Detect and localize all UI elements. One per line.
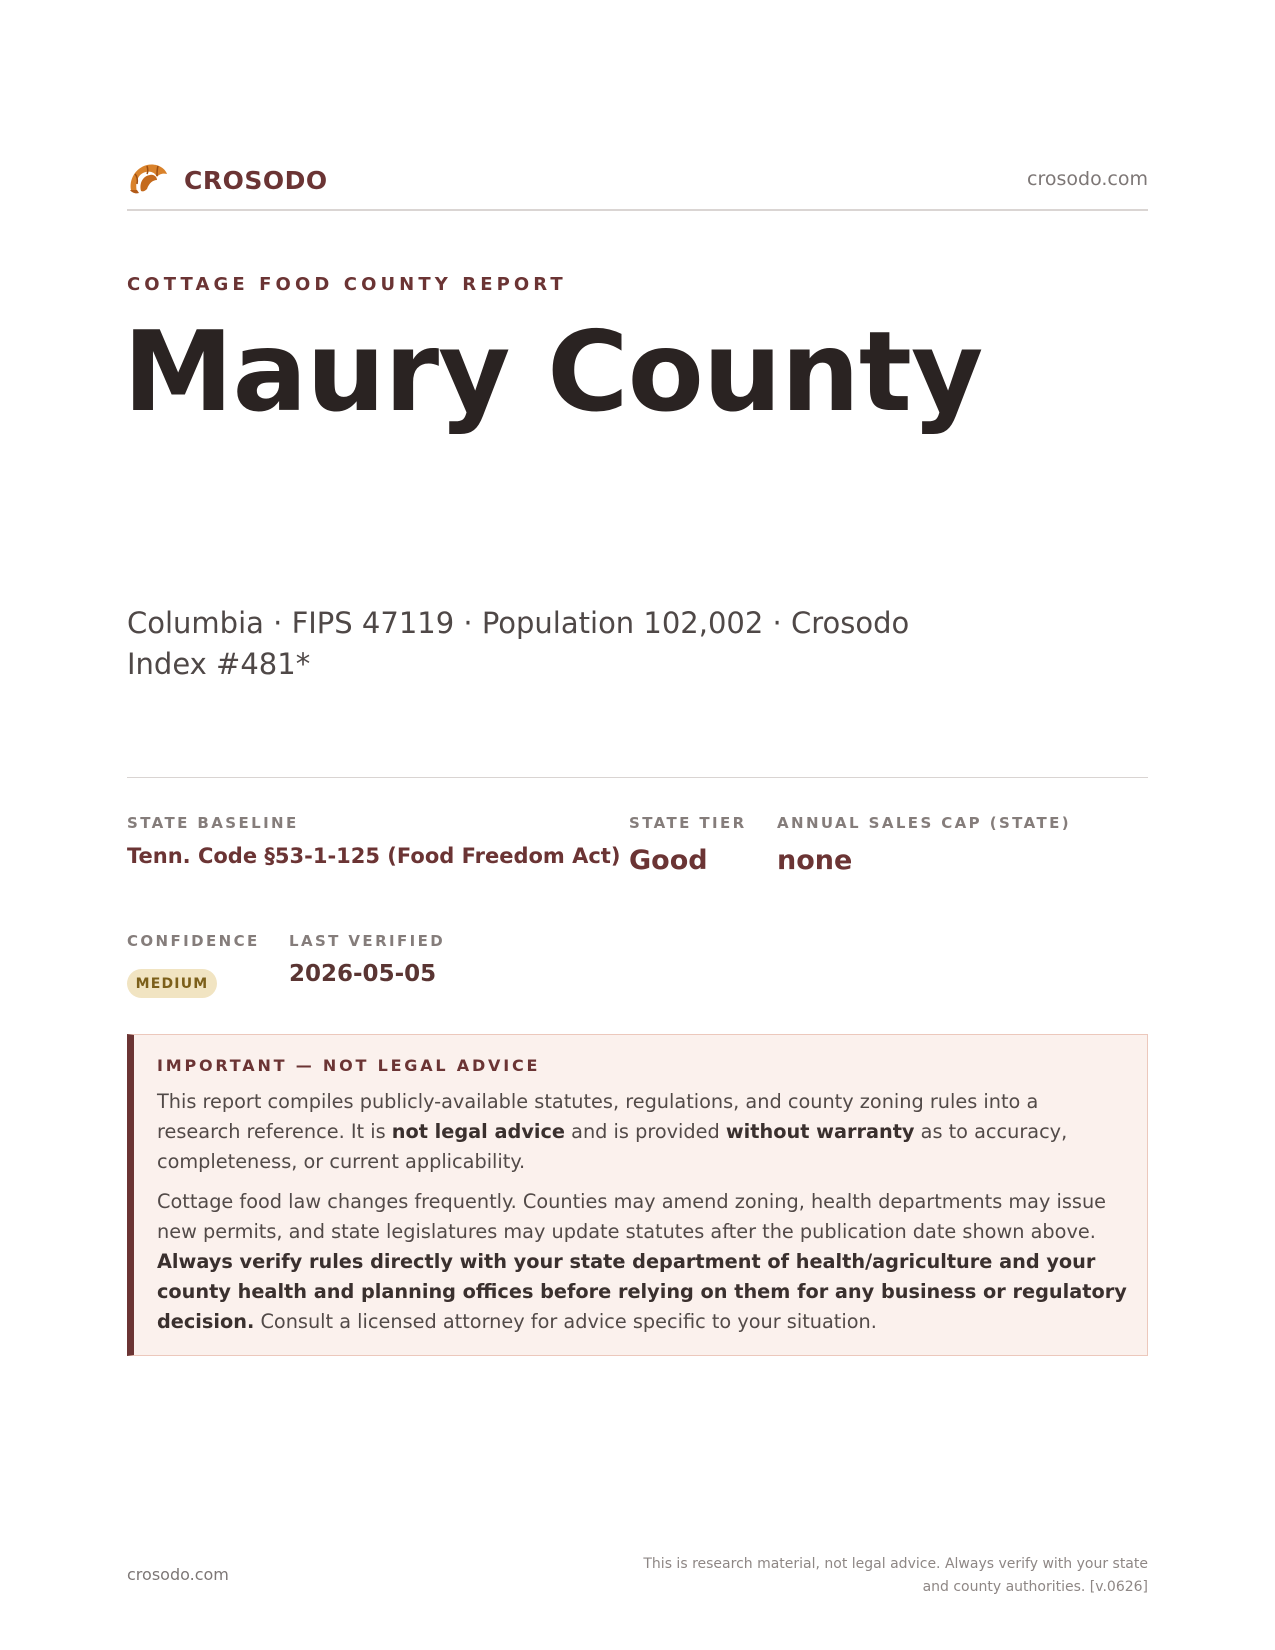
legal-notice <box>127 1034 1148 1356</box>
state-baseline-value: Tenn. Code §53-1-125 (Food Freedom Act) <box>127 844 621 868</box>
county-title: Maury County <box>123 308 983 437</box>
report-page <box>123 0 1148 1650</box>
notice-title: IMPORTANT — NOT LEGAL ADVICE <box>157 1056 541 1075</box>
notice-text: Cottage food law changes frequently. Counties may amend zoning, health departments may issue new permits, and state legislatures may update statutes after the publication date shown above. <box>157 1190 1107 1243</box>
footer-site-url[interactable]: crosodo.com <box>127 1565 229 1584</box>
state-tier-value: Good <box>629 845 708 876</box>
notice-paragraph-2 <box>157 1187 1127 1337</box>
notice-bold-text: Always verify rules directly with your state department of health/agriculture and your county health and planning offices before relying on them for any business or regulatory decision. <box>157 1250 1127 1333</box>
site-url[interactable]: crosodo.com <box>1027 168 1148 190</box>
brand-name: CROSODO <box>184 166 328 195</box>
last-verified-label: LAST VERIFIED <box>289 932 446 950</box>
confidence-label: CONFIDENCE <box>127 932 260 950</box>
notice-text: and is provided <box>565 1120 726 1143</box>
state-tier-label: STATE TIER <box>629 814 747 832</box>
notice-text: as to accuracy, completeness, or current applicability. <box>157 1120 1068 1173</box>
state-baseline-label: STATE BASELINE <box>127 814 299 832</box>
page-header <box>127 158 1148 202</box>
croissant-icon <box>127 160 169 198</box>
notice-paragraph-1 <box>157 1087 1127 1177</box>
sales-cap-value: none <box>777 845 853 876</box>
report-eyebrow: COTTAGE FOOD COUNTY REPORT <box>127 274 567 295</box>
notice-text: Consult a licensed attorney for advice specific to your situation. <box>254 1310 877 1333</box>
sales-cap-label: ANNUAL SALES CAP (STATE) <box>777 814 1072 832</box>
footer-disclaimer: This is research material, not legal advice. Always verify with your state and county authorities. [v.0626] <box>643 1556 1148 1595</box>
county-subline: Columbia · FIPS 47119 · Population 102,002 · Crosodo Index #481* <box>127 606 910 681</box>
notice-text: This report compiles publicly-available statutes, regulations, and county zoning rules into a research reference. It is <box>157 1090 1039 1143</box>
header-divider <box>127 209 1148 211</box>
last-verified-value: 2026-05-05 <box>289 961 437 987</box>
notice-bold-text: not legal advice <box>391 1120 566 1143</box>
confidence-badge: MEDIUM <box>127 969 217 998</box>
section-divider <box>127 777 1148 778</box>
notice-bold-text: without warranty <box>725 1120 915 1143</box>
